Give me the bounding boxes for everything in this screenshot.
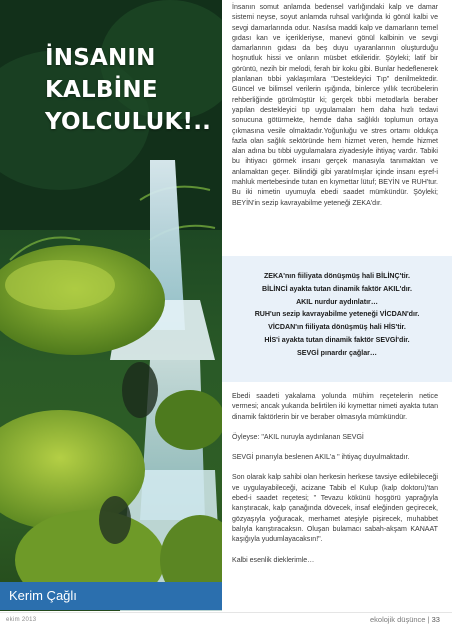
title-line-3: YOLCULUK!.. bbox=[45, 109, 212, 135]
article-body-bottom bbox=[232, 392, 438, 576]
article-body-top bbox=[232, 3, 438, 209]
highlight-lines bbox=[222, 270, 452, 360]
publication-name: ekolojik düşünce bbox=[370, 615, 426, 624]
highlight-line: RUH'un sezip kavrayabilme yeteneği VİCDAN'dır. bbox=[254, 310, 420, 319]
body-paragraph: SEVGİ pınarıyla beslenen AKIL'a " ihtiyaç duyulmaktadır. bbox=[232, 454, 410, 462]
body-paragraph: Ebedi saadeti yakalama yolunda mühim reçetelerin netice vermesi; ancak yukarıda belirtilen iki kıymettar nimeti ayakta tutan dinamik faktörlerin bir ve beraber olmasıyla mümkündür. bbox=[232, 393, 438, 421]
author-name: Kerim Çağlı bbox=[9, 588, 77, 603]
highlight-line: HİS'i ayakta tutan dinamik faktör SEVGİ'dir. bbox=[264, 335, 410, 344]
body-paragraph: Kalbi esenlik dieklerimle… bbox=[232, 556, 315, 564]
title-line-2: KALBİNE bbox=[45, 77, 158, 103]
highlight-line: VİCDAN'ın fiiliyata dönüşmüş hali HİS'tir. bbox=[268, 323, 406, 332]
author-bar bbox=[0, 582, 222, 610]
title-line-1: İNSANIN bbox=[45, 45, 156, 71]
footer-publication: ekolojik düşünce | 33 bbox=[370, 615, 440, 624]
highlight-line: SEVGİ pınardır çağlar… bbox=[296, 348, 378, 357]
article-title bbox=[45, 42, 215, 138]
footer-rule bbox=[0, 612, 452, 613]
body-paragraph: Son olarak kalp sahibi olan herkesin herkese tavsiye edilebileceği ve uygulayabileceği, acizane Tabib el Kulup (kalp doktoru)'tan ebed-i saadet reçetesi; " Tevazu kökünü hoşgörü yaprağıyla karıştıracak, kalp çanağında dövecek, insaf eleğinden geçirecek, gözyaşıyla yoğuracak, merhamet ateşiyle pişirecek, muhabbet balıyla karıştıracaksın. Oluşan bulamacı sabah-akşam KANAAT kaşığıyla yudumlayacaksın!". bbox=[232, 474, 438, 544]
highlight-line: BİLİNCİ ayakta tutan dinamik faktör AKIL'dır. bbox=[261, 284, 413, 293]
body-paragraph: İnsanın somut anlamda bedensel varlığındaki kalp ve damar sistemi neyse, soyut anlamda ruhsal varlığında ki gönül kalbi ve sevgi damarlarında odur. Nasılsa maddi kalp ve damarların temel gıdası kan ve içerikleriyse, manevi gönül kalbinin ve sevgi damarlarının gıdası da beş duyu uyaranlarının oluşturduğu hoşnutluk hissi ve onların müsbet etkileridir. Şöyleki; latif bir görüntü, nezih bir melodi, ferah bir koku gibi. Bunlar hedeflenerek planlanan tıbbi yaklaşımlara "Destekleyici Tıp" denilmektedir. Güncel ve bilimsel verilerin ışığında, binlerce yıllık tecrübelerin rehberliğinde görülmüştür ki; gerçek tıbbi metodlarla beraber yapılan destekleyici tıp uygulamaları hem daha hızlı tedavi sonucuna götürmekte, hemde daha sağlıklı toplumun ortaya çıkmasına vesile olmaktadır.Yoğunluğu ve stres ortamı oldukça fazla olan sağlık sektöründe hem hizmet veren, hemde hizmet alan adına bu tıbbi uygulamalara ziyadesiyle ihtiyaç vardır. Tabiki bu ihtiyacı görmek insanı gerçek manasıyla tanımaktan ve anlamaktan geçer. Bilindiği gibi yaratılmışlar içinde insanı eşref-i mahluk mertebesinde tutan en kıymettar lütuf; BEYİN ve RUH'tur. Bu iki nimetin uyumuyla ebedi saadet mümkündür. Şöyleki; BEYİN'in sezip kavrayabilme yeteneği ZEKA'dır. bbox=[232, 4, 438, 207]
highlight-line: AKIL nurdur aydınlatır… bbox=[296, 297, 378, 306]
body-paragraph: Öyleyse: "AKIL nuruyla aydınlanan SEVGİ bbox=[232, 433, 364, 441]
page-number: 33 bbox=[431, 615, 440, 624]
footer-date: ekim 2013 bbox=[6, 617, 37, 623]
waterfall-photo bbox=[0, 0, 222, 611]
highlight-line: ZEKA'nın fiiliyata dönüşmüş hali BİLİNÇ'tir. bbox=[263, 272, 411, 280]
